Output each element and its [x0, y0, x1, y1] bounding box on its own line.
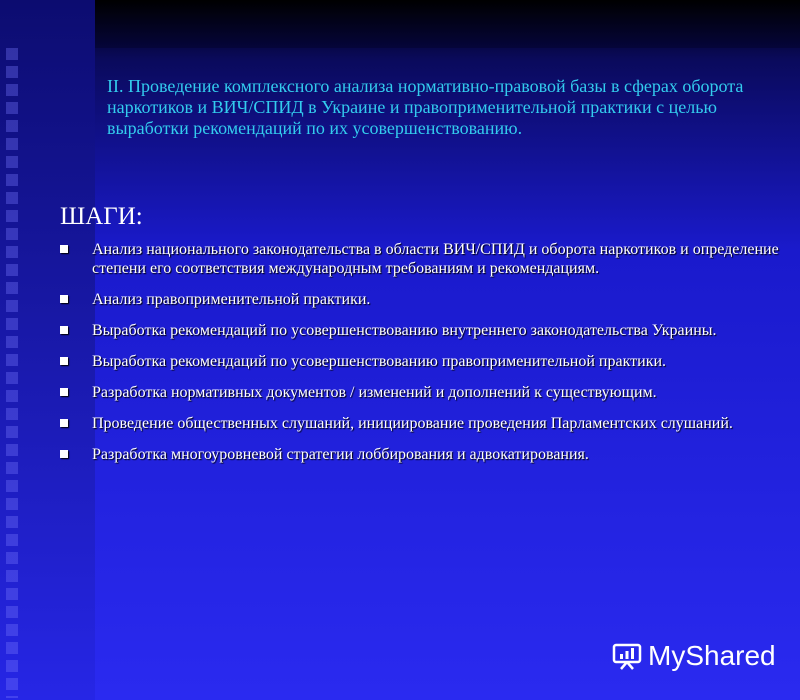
step-text: Выработка рекомендаций по усовершенствованию внутреннего законодательства Украины.	[92, 322, 717, 339]
presentation-board-icon	[612, 641, 642, 671]
decorative-squares	[4, 48, 24, 698]
square-bullet-icon	[60, 326, 68, 334]
slide-title: II. Проведение комплексного анализа нормативно-правовой базы в сферах оборота наркотиков и ВИЧ/СПИД в Украине и правоприменительной практики с целью выработки рекомендаций по их усовершенствованию.	[107, 76, 744, 138]
step-item	[60, 414, 780, 433]
step-text: Выработка рекомендаций по усовершенствованию правоприменительной практики.	[92, 353, 667, 370]
step-text: Проведение общественных слушаний, инициирование проведения Парламентских слушаний.	[92, 415, 733, 432]
step-text: Анализ правоприменительной практики.	[92, 291, 371, 308]
square-bullet-icon	[60, 419, 68, 427]
steps-list	[60, 240, 780, 476]
square-bullet-icon	[60, 388, 68, 396]
square-bullet-icon	[60, 245, 68, 253]
square-bullet-icon	[60, 295, 68, 303]
step-text: Разработка нормативных документов / изменений и дополнений к существующим.	[92, 384, 657, 401]
step-item	[60, 321, 780, 340]
step-item	[60, 445, 780, 464]
step-item	[60, 290, 780, 309]
watermark-logo	[612, 638, 776, 674]
step-item	[60, 383, 780, 402]
square-bullet-icon	[60, 450, 68, 458]
step-item	[60, 240, 780, 278]
square-bullet-icon	[60, 357, 68, 365]
watermark-text: MyShared	[648, 640, 776, 671]
top-dark-band	[95, 0, 800, 48]
step-text: Анализ национального законодательства в области ВИЧ/СПИД и оборота наркотиков и определение степени его соответствия международным требованиям и рекомендациям.	[92, 241, 779, 277]
steps-heading: ШАГИ:	[60, 203, 143, 230]
step-item	[60, 352, 780, 371]
step-text: Разработка многоуровневой стратегии лоббирования и адвокатирования.	[92, 446, 589, 463]
